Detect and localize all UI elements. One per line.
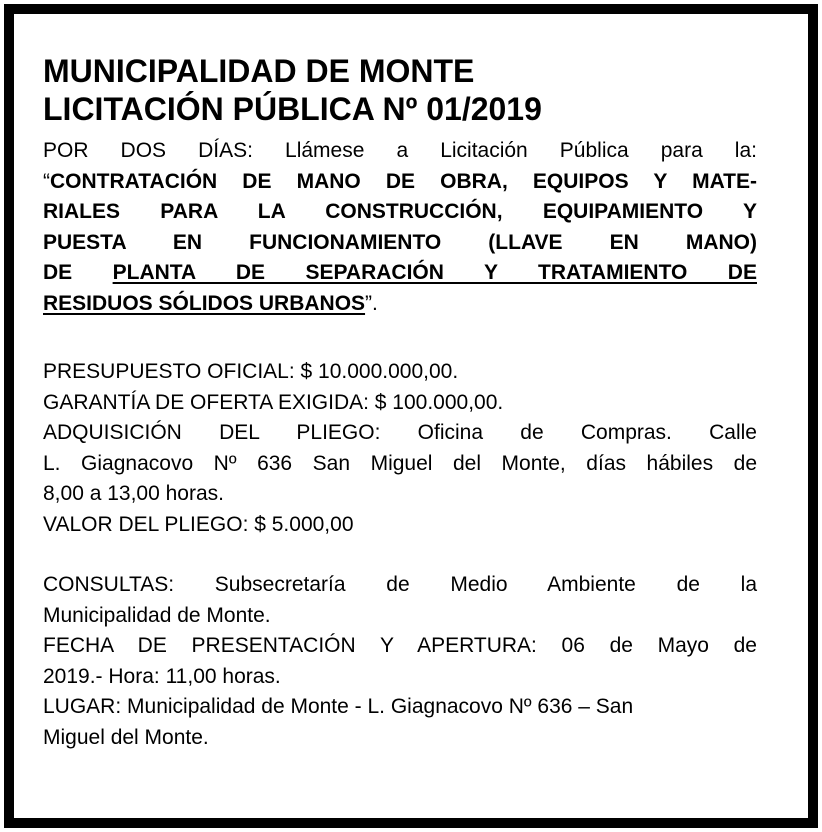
intro-line-2-bold: CONTRATACIÓN DE MANO DE OBRA, EQUIPOS Y MATE-	[50, 169, 757, 193]
details-block	[43, 357, 757, 540]
intro-line-6	[43, 289, 757, 320]
adquisicion-line-2: L. Giagnacovo Nº 636 San Miguel del Monte, días hábiles de	[43, 451, 757, 475]
intro-paragraph	[43, 136, 757, 319]
intro-line-3: RIALES PARA LA CONSTRUCCIÓN, EQUIPAMIENTO Y	[43, 200, 757, 223]
adquisicion-line-1: ADQUISICIÓN DEL PLIEGO: Oficina de Compras. Calle	[43, 421, 757, 444]
intro-line-1: POR DOS DÍAS: Llámese a Licitación Pública para la:	[43, 139, 757, 162]
notice-frame	[4, 4, 818, 828]
adquisicion-line-3: 8,00 a 13,00 horas.	[43, 482, 224, 505]
fecha-line-2: 2019.- Hora: 11,00 horas.	[43, 664, 281, 688]
close-quote: ”.	[365, 291, 378, 315]
spacer	[43, 319, 757, 349]
intro-line-2	[43, 167, 757, 198]
notice-title	[43, 52, 757, 128]
intro-de: DE	[43, 261, 113, 284]
intro-line-5	[43, 258, 757, 289]
intro-line-4: PUESTA EN FUNCIONAMIENTO (LLAVE EN MANO)	[43, 230, 757, 254]
consultas-line-1: CONSULTAS: Subsecretaría de Medio Ambiente de la	[43, 573, 757, 596]
spacer	[43, 540, 757, 570]
title-line-1: MUNICIPALIDAD DE MONTE	[43, 53, 475, 89]
presupuesto-oficial: PRESUPUESTO OFICIAL: $ 10.000.000,00.	[43, 360, 459, 383]
garantia-oferta: GARANTÍA DE OFERTA EXIGIDA: $ 100.000,00.	[43, 390, 504, 414]
intro-residuos-underlined: RESIDUOS SÓLIDOS URBANOS	[43, 291, 366, 315]
info-block	[43, 570, 757, 753]
consultas-line-2: Municipalidad de Monte.	[43, 603, 271, 627]
fecha-line-1: FECHA DE PRESENTACIÓN Y APERTURA: 06 de Mayo de	[43, 634, 757, 657]
open-quote: “	[43, 169, 50, 193]
spacer	[43, 349, 757, 357]
lugar-line-2: Miguel del Monte.	[43, 725, 209, 749]
valor-pliego: VALOR DEL PLIEGO: $ 5.000,00	[43, 512, 354, 536]
intro-planta-underlined: PLANTA DE SEPARACIÓN Y TRATAMIENTO DE	[112, 261, 757, 284]
title-line-2: LICITACIÓN PÚBLICA Nº 01/2019	[43, 91, 542, 127]
notice-content	[43, 52, 757, 753]
lugar-line-1: LUGAR: Municipalidad de Monte - L. Giagnacovo Nº 636 – San	[43, 695, 634, 718]
